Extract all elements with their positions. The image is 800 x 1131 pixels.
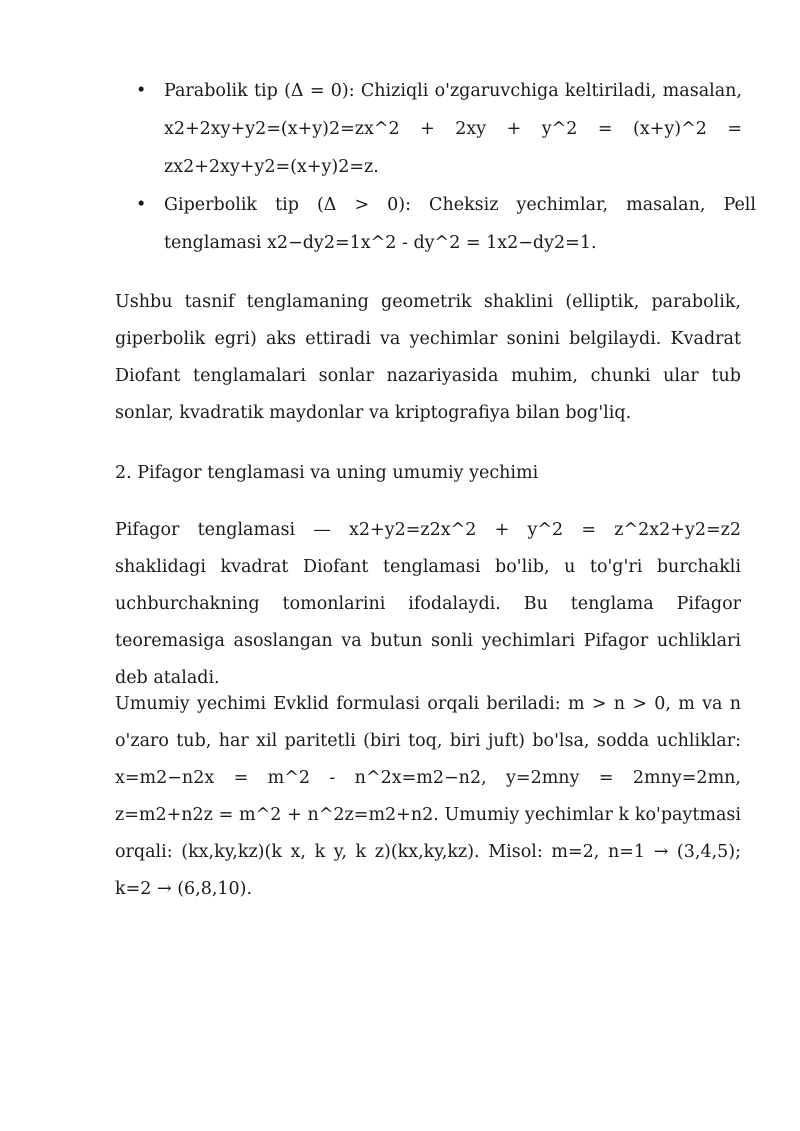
list-item-text: Parabolik tip (Δ = 0): Chiziqli o'zgaruvchiga keltiriladi, masalan, x2+2xy+y2=(x+y)2=zx^2 + 2xy + y^2 = (x+y)^2 = zx2+2xy+y2=(x+y)2=z. — [164, 81, 742, 177]
list-item-text: Giperbolik tip (Δ > 0): Cheksiz yechimlar, masalan, Pell tenglamasi x2−dy2=1x^2 - dy^2 = 1x2−dy2=1. — [164, 195, 756, 253]
paragraph-pythagorean-equation: Pifagor tenglamasi — x2+y2=z2x^2 + y^2 = z^2x2+y2=z2 shaklidagi kvadrat Diofant tenglamasi bo'lib, u to'g'ri burchakli uchburchakning tomonlarini ifodalaydi. Bu tenglama Pifagor teoremasiga asoslangan va butun sonli yechimlari Pifagor uchliklari deb ataladi. — [115, 520, 741, 688]
section-heading: 2. Pifagor tenglamasi va uning umumiy yechimi — [115, 463, 539, 483]
bullet-marker: • — [136, 195, 147, 215]
list-item-giperbolik — [136, 186, 756, 262]
paragraph-classification: Ushbu tasnif tenglamaning geometrik shaklini (elliptik, parabolik, giperbolik egri) aks ettiradi va yechimlar sonini belgilaydi. Kvadrat Diofant tenglamalari sonlar nazariyasida muhim, chunki ular tub sonlar, kvadratik maydonlar va kriptografiya bilan bog'liq. — [115, 292, 741, 423]
list-item-parabolik — [136, 72, 742, 186]
bullet-marker: • — [136, 81, 147, 101]
paragraph-euclid-formula: Umumiy yechimi Evklid formulasi orqali beriladi: m > n > 0, m va n o'zaro tub, har xil paritetli (biri toq, biri juft) bo'lsa, sodda uchliklar: x=m2−n2x = m^2 - n^2x=m2−n2, y=2mny = 2mny=2mn, z=m2+n2z = m^2 + n^2z=m2+n2. Umumiy yechimlar k ko'paytmasi orqali: (kx,ky,kz)(k x, k y, k z)(kx,ky,kz). Misol: m=2, n=1 → (3,4,5); k=2 → (6,8,10). — [115, 694, 741, 899]
bullet-list — [136, 72, 756, 262]
